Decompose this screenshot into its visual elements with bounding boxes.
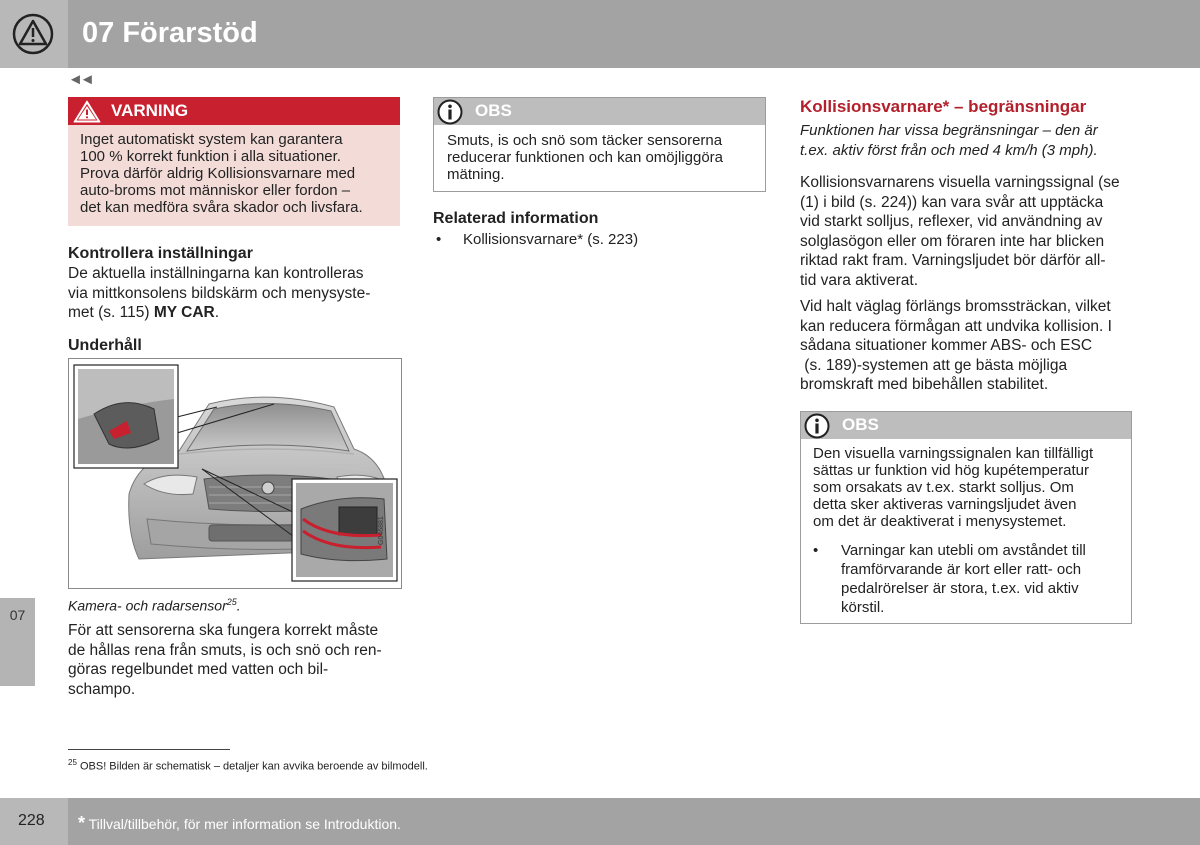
text-line: mätning. — [447, 166, 505, 183]
info-icon — [803, 412, 831, 440]
text-line: framförvarande är kort eller ratt- och — [841, 561, 1082, 578]
text-line: de hållas rena från smuts, is och snö och ren- — [68, 641, 382, 659]
footnote — [68, 756, 428, 774]
heading-underhall: Underhåll — [68, 337, 142, 354]
text-line: Varningar kan utebli om avståndet till — [841, 542, 1086, 559]
obs-title: OBS — [475, 101, 512, 120]
caption-text: Kamera- och radarsensor — [68, 597, 227, 614]
text-line: vid starkt solljus, reflexer, vid användning av — [800, 213, 1103, 230]
chapter-title: 07 Förarstöd — [82, 17, 258, 49]
warning-line: 100 % korrekt funktion i alla situationer. — [80, 148, 341, 165]
text-line: göras regelbundet med vatten och bil- — [68, 661, 329, 678]
obs-title: OBS — [842, 415, 879, 434]
car-illustration — [69, 359, 402, 589]
obs-text — [813, 445, 1125, 530]
asterisk: * — [78, 813, 86, 833]
text-line — [68, 303, 398, 323]
obs-text — [447, 132, 759, 183]
punctuation: . — [236, 597, 241, 614]
figure-code: G046881 — [378, 516, 385, 545]
warning-line: Prova därför aldrig Kollisionsvarnare med — [80, 165, 356, 182]
warning-triangle-icon — [72, 99, 102, 124]
warning-line: Inget automatiskt system kan garantera — [80, 131, 343, 148]
footer-page-area — [0, 798, 68, 845]
warning-box — [68, 97, 400, 226]
warning-line: det kan medföra svåra skador och livsfara. — [80, 199, 363, 216]
paragraph-kontrollera — [68, 264, 398, 323]
bullet: • — [436, 231, 442, 248]
header-icon-area — [0, 0, 68, 68]
warning-header — [68, 97, 400, 125]
text-line: via mittkonsolens bildskärm och menysyste- — [68, 284, 371, 302]
text-line: bromskraft med bibehållen stabilitet. — [800, 376, 1049, 393]
text-line: Kollisionsvarnarens visuella varningssignal (se — [800, 174, 1120, 191]
text-line: schampo. — [68, 680, 136, 698]
text-line: pedalrörelser är stora, t.ex. vid aktiv — [841, 580, 1079, 597]
warning-line: auto-broms mot människor eller fordon – — [80, 182, 351, 199]
warning-text — [80, 131, 392, 216]
text-line: detta sker aktiveras varningsljudet även — [813, 496, 1077, 513]
side-tab-label: 07 — [9, 607, 26, 623]
chapter-side-tab[interactable] — [0, 598, 35, 686]
back-nav-icon[interactable]: ◄◄ — [68, 71, 92, 88]
text-line: För att sensorerna ska fungera korrekt måste — [68, 622, 379, 639]
text-line: riktad rakt fram. Varningsljudet bör därför all- — [800, 252, 1106, 269]
obs-header — [801, 412, 1131, 439]
text-line: om det är deaktiverat i menysystemet. — [813, 513, 1067, 530]
text-line: solglasögon eller om föraren inte har blicken — [800, 232, 1105, 250]
obs-header — [434, 98, 765, 125]
related-link[interactable]: Kollisionsvarnare* (s. 223) — [463, 231, 639, 248]
info-icon — [436, 98, 464, 126]
page-header — [0, 0, 1200, 68]
paragraph-visuella — [800, 173, 1132, 290]
obs-note-box-2 — [800, 411, 1132, 624]
heading-begransningar: Kollisionsvarnare* – begränsningar — [800, 97, 1087, 116]
page-number: 228 — [18, 812, 45, 829]
footnote-ref[interactable]: 25 — [226, 597, 237, 607]
text-line: som orsakats av t.ex. starkt solljus. Om — [813, 479, 1074, 496]
text-line: Vid halt väglag förlängs bromssträckan, vilket — [800, 298, 1111, 315]
bullet: • — [813, 542, 819, 559]
text-line: körstil. — [841, 599, 885, 616]
text-line: tid vara aktiverat. — [800, 271, 919, 289]
text-line: kan reducera förmågan att undvika kollision. I — [800, 317, 1112, 335]
page-footer — [0, 798, 1200, 845]
punctuation: . — [214, 304, 220, 321]
footer-note — [78, 813, 401, 834]
text-line: t.ex. aktiv först från och med 4 km/h (3 mph). — [800, 141, 1098, 159]
footnote-number: 25 — [68, 758, 77, 767]
footer-note-text: Tillval/tillbehör, för mer information se Introduktion. — [85, 816, 401, 832]
warning-title: VARNING — [111, 101, 189, 120]
heading-kontrollera: Kontrollera inställningar — [68, 245, 253, 262]
text-line[interactable]: (1) i bild (s. 224)) kan vara svår att upptäcka — [800, 193, 1104, 211]
bullet-text — [841, 541, 1121, 617]
paragraph-halt — [800, 297, 1132, 395]
paragraph-sensor — [68, 621, 400, 699]
text-line: Den visuella varningssignalen kan tillfälligt — [813, 445, 1094, 462]
heading-relaterad: Relaterad information — [433, 210, 599, 227]
warning-circle-icon — [11, 12, 55, 56]
figure-caption — [68, 594, 241, 615]
text-line[interactable]: (s. 189)-systemen att ge bästa möjliga — [800, 356, 1068, 374]
obs-note-box — [433, 97, 766, 192]
footnote-text: OBS! Bilden är schematisk – detaljer kan avvika beroende av bilmodell. — [76, 760, 428, 773]
sensor-illustration — [68, 358, 402, 589]
menu-label-mycar: MY CAR — [153, 304, 215, 321]
footnote-divider — [68, 749, 230, 750]
intro-italic — [800, 121, 1130, 160]
text-line: reducerar funktionen och kan omöjliggöra — [447, 149, 723, 166]
text-line: Funktionen har vissa begränsningar – den är — [800, 122, 1098, 139]
text-line: De aktuella inställningarna kan kontrolleras — [68, 265, 364, 282]
text-line: sådana situationer kommer ABS- och ESC — [800, 337, 1093, 354]
text-line: Smuts, is och snö som täcker sensorerna — [447, 132, 723, 149]
page-ref-link[interactable]: met (s. 115) — [68, 304, 154, 321]
text-line: sättas ur funktion vid hög kupétemperatur — [813, 462, 1089, 479]
